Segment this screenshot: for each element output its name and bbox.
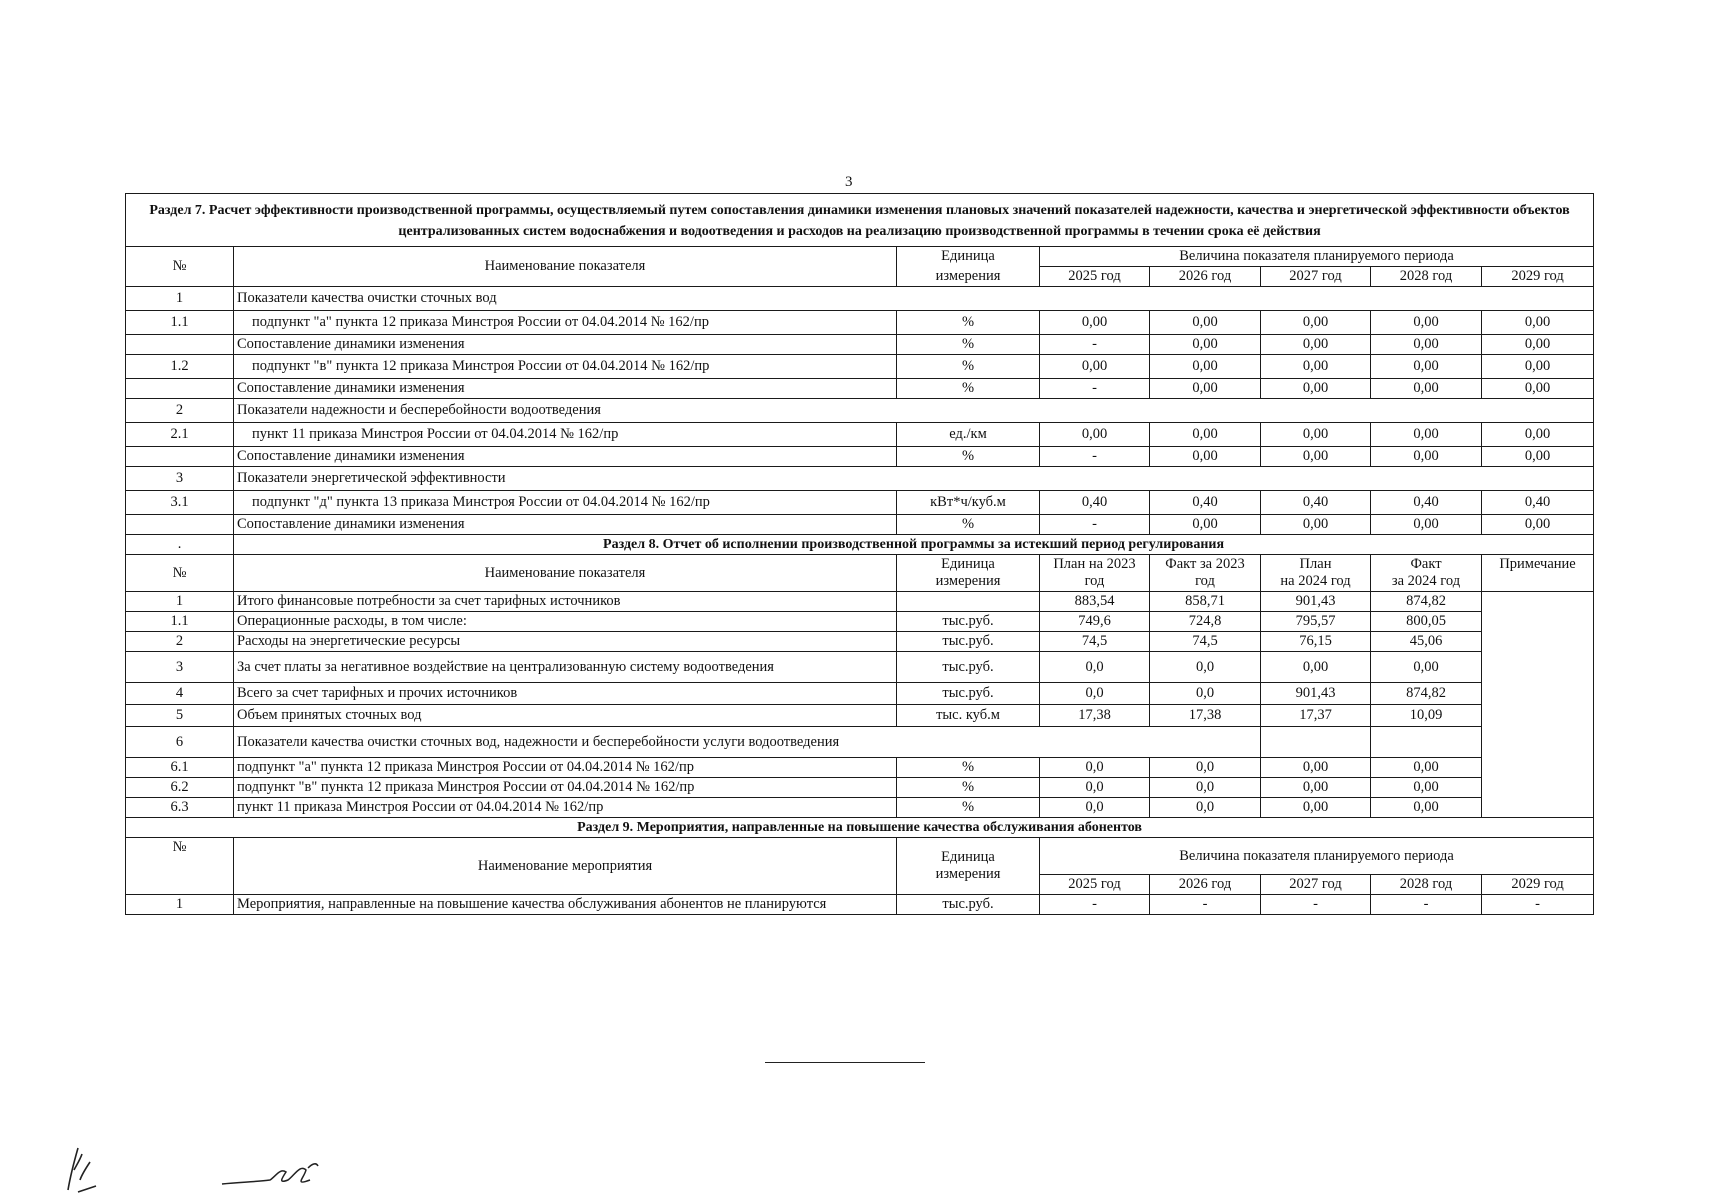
row-value: 0,00: [1150, 355, 1261, 379]
row-number: [126, 515, 234, 535]
row-value: 0,00: [1371, 355, 1482, 379]
row-value: 0,00: [1261, 778, 1371, 798]
row-value: 10,09: [1371, 705, 1482, 727]
row-number: [126, 335, 234, 355]
table-row: [126, 612, 1594, 632]
section9-year-header: 2026 год: [1150, 875, 1261, 895]
section8-col-plan-2024-line1: План: [1299, 556, 1332, 572]
row-value: 0,00: [1261, 515, 1371, 535]
table-row: [126, 467, 1594, 491]
report-table-body: [126, 194, 1594, 915]
row-name: Мероприятия, направленные на повышение качества обслуживания абонентов не планируются: [234, 895, 897, 915]
row-unit: %: [897, 311, 1040, 335]
section7-title-row: [126, 194, 1594, 247]
section8-dot: .: [126, 535, 234, 555]
table-row: [126, 683, 1594, 705]
table-row: [126, 515, 1594, 535]
row-value: 0,40: [1150, 491, 1261, 515]
row-group-name: Показатели энергетической эффективности: [234, 467, 1594, 491]
row-name: пункт 11 приказа Минстроя России от 04.04.2014 № 162/пр: [234, 423, 897, 447]
row-number: 2: [126, 632, 234, 652]
row-name: Расходы на энергетические ресурсы: [234, 632, 897, 652]
row-value: 76,15: [1261, 632, 1371, 652]
row-value: 0,00: [1150, 423, 1261, 447]
row-value: 0,0: [1040, 778, 1150, 798]
row-value: -: [1150, 895, 1261, 915]
row-number: 1.1: [126, 311, 234, 335]
row-value: 0,00: [1482, 379, 1594, 399]
section7-col-unit-2: [897, 267, 1040, 287]
row-value: -: [1040, 895, 1150, 915]
row-value: 0,00: [1371, 311, 1482, 335]
table-row: [126, 798, 1594, 818]
section9-header-row: [126, 838, 1594, 875]
table-row: [126, 335, 1594, 355]
row-number: 5: [126, 705, 234, 727]
row-name: Операционные расходы, в том числе:: [234, 612, 897, 632]
table-row: [126, 778, 1594, 798]
page-number: 3: [845, 174, 853, 190]
row-unit: тыс.руб.: [897, 632, 1040, 652]
row-number: 3: [126, 467, 234, 491]
row-value: 74,5: [1040, 632, 1150, 652]
row-value: 901,43: [1261, 592, 1371, 612]
row-value: [1371, 727, 1482, 758]
row-value: 17,38: [1040, 705, 1150, 727]
row-value: 0,00: [1371, 798, 1482, 818]
row-value: -: [1040, 335, 1150, 355]
handwritten-initials: [60, 1140, 120, 1200]
table-row: [126, 399, 1594, 423]
section7-col-period: Величина показателя планируемого периода: [1040, 247, 1594, 267]
row-value: -: [1040, 379, 1150, 399]
row-value: 0,00: [1482, 423, 1594, 447]
row-value: 0,0: [1150, 683, 1261, 705]
unit-label-2: измерения: [935, 267, 1001, 284]
row-value: 0,00: [1040, 355, 1150, 379]
row-value: 800,05: [1371, 612, 1482, 632]
section8-note-cell: [1482, 592, 1594, 818]
row-name: подпункт "в" пункта 12 приказа Минстроя России от 04.04.2014 № 162/пр: [234, 355, 897, 379]
section7-year-header: 2029 год: [1482, 267, 1594, 287]
row-unit: ед./км: [897, 423, 1040, 447]
row-unit: тыс.руб.: [897, 683, 1040, 705]
unit-label-1: Единица: [941, 849, 995, 865]
row-unit: тыс.руб.: [897, 895, 1040, 915]
section7-year-header: 2028 год: [1371, 267, 1482, 287]
row-value: 0,00: [1261, 379, 1371, 399]
table-row: [126, 423, 1594, 447]
row-name: подпункт "д" пункта 13 приказа Минстроя России от 04.04.2014 № 162/пр: [234, 491, 897, 515]
row-value: 0,0: [1040, 798, 1150, 818]
section9-year-header: 2027 год: [1261, 875, 1371, 895]
row-value: 0,00: [1482, 447, 1594, 467]
row-value: 0,00: [1371, 447, 1482, 467]
row-value: -: [1261, 895, 1371, 915]
section9-year-header: 2025 год: [1040, 875, 1150, 895]
section7-year-header: 2026 год: [1150, 267, 1261, 287]
footer-divider: [765, 1062, 925, 1063]
row-number: 2.1: [126, 423, 234, 447]
section8-col-unit-line1: Единица: [941, 556, 995, 572]
row-unit: кВт*ч/куб.м: [897, 491, 1040, 515]
row-value: 795,57: [1261, 612, 1371, 632]
section8-col-plan-2023-line1: План на 2023: [1053, 556, 1136, 572]
row-value: 17,38: [1150, 705, 1261, 727]
section7-header-row: [126, 247, 1594, 267]
row-name: За счет платы за негативное воздействие на централизованную систему водоотведения: [234, 652, 897, 683]
section8-col-fact-2024-line2: за 2024 год: [1391, 573, 1461, 589]
row-name: Объем принятых сточных вод: [234, 705, 897, 727]
row-value: 874,82: [1371, 592, 1482, 612]
section7-col-num: №: [126, 247, 234, 287]
row-number: 6.3: [126, 798, 234, 818]
section8-col-unit: [897, 555, 1040, 592]
section9-col-period: Величина показателя планируемого периода: [1040, 838, 1594, 875]
row-value: 0,00: [1150, 447, 1261, 467]
row-value: 0,00: [1482, 355, 1594, 379]
row-value: 0,0: [1040, 683, 1150, 705]
row-value: 858,71: [1150, 592, 1261, 612]
row-value: 0,0: [1150, 758, 1261, 778]
row-value: 0,00: [1482, 311, 1594, 335]
row-number: 1: [126, 895, 234, 915]
section8-col-fact-2024: [1371, 555, 1482, 592]
section9-year-header: 2029 год: [1482, 875, 1594, 895]
row-value: 0,00: [1371, 515, 1482, 535]
row-value: 901,43: [1261, 683, 1371, 705]
table-row: [126, 727, 1594, 758]
row-number: 3.1: [126, 491, 234, 515]
row-unit: тыс. куб.м: [897, 705, 1040, 727]
row-unit: %: [897, 515, 1040, 535]
row-value: 45,06: [1371, 632, 1482, 652]
row-value: 0,00: [1371, 423, 1482, 447]
table-row: [126, 592, 1594, 612]
row-value: 0,00: [1261, 447, 1371, 467]
row-value: 0,00: [1261, 758, 1371, 778]
row-name: подпункт "в" пункта 12 приказа Минстроя России от 04.04.2014 № 162/пр: [234, 778, 897, 798]
table-row: [126, 379, 1594, 399]
section8-col-fact-2024-line1: Факт: [1410, 556, 1442, 572]
row-unit: %: [897, 778, 1040, 798]
row-number: [126, 447, 234, 467]
section7-title: Раздел 7. Расчет эффективности производственной программы, осуществляемый путем сопоставления динамики изменения плановых значений показателей надежности, качества и энергетической эффективности объектов централизованных систем водоснабжения и водоотведения и расходов на реализацию производственной программы в течении срока её действия: [126, 194, 1594, 247]
section8-header-row: [126, 555, 1594, 592]
row-unit: [897, 592, 1040, 612]
row-number: 6: [126, 727, 234, 758]
row-value: -: [1482, 895, 1594, 915]
row-number: 1: [126, 287, 234, 311]
row-value: 0,00: [1371, 379, 1482, 399]
row-value: 0,00: [1482, 515, 1594, 535]
row-name: Сопоставление динамики изменения: [234, 379, 897, 399]
row-unit: %: [897, 447, 1040, 467]
row-number: 1.1: [126, 612, 234, 632]
row-name: подпункт "а" пункта 12 приказа Минстроя России от 04.04.2014 № 162/пр: [234, 311, 897, 335]
row-unit: %: [897, 335, 1040, 355]
row-value: 0,00: [1150, 515, 1261, 535]
table-row: [126, 652, 1594, 683]
row-value: -: [1371, 895, 1482, 915]
row-value: 0,00: [1150, 335, 1261, 355]
section7-year-header: 2027 год: [1261, 267, 1371, 287]
row-value: 17,37: [1261, 705, 1371, 727]
row-value: 0,40: [1371, 491, 1482, 515]
section8-col-plan-2023: [1040, 555, 1150, 592]
row-group-name: Показатели качества очистки сточных вод: [234, 287, 1594, 311]
row-name: Всего за счет тарифных и прочих источников: [234, 683, 897, 705]
row-number: 1.2: [126, 355, 234, 379]
row-number: 2: [126, 399, 234, 423]
row-value: 0,00: [1482, 335, 1594, 355]
section8-col-name: Наименование показателя: [234, 555, 897, 592]
row-value: 0,00: [1371, 652, 1482, 683]
row-value: 0,00: [1371, 758, 1482, 778]
row-name: пункт 11 приказа Минстроя России от 04.04.2014 № 162/пр: [234, 798, 897, 818]
row-value: [1261, 727, 1371, 758]
row-unit: тыс.руб.: [897, 652, 1040, 683]
section9-title: Раздел 9. Мероприятия, направленные на повышение качества обслуживания абонентов: [126, 818, 1594, 838]
section9-col-unit: [897, 838, 1040, 895]
row-value: 0,0: [1150, 652, 1261, 683]
section8-col-fact-2023-line2: год: [1195, 573, 1215, 589]
table-row: [126, 895, 1594, 915]
row-unit: %: [897, 758, 1040, 778]
table-row: [126, 491, 1594, 515]
table-row: [126, 705, 1594, 727]
row-value: 883,54: [1040, 592, 1150, 612]
row-value: 874,82: [1371, 683, 1482, 705]
section8-col-plan-2024-line2: на 2024 год: [1280, 573, 1351, 589]
table-row: [126, 311, 1594, 335]
section9-title-row: [126, 818, 1594, 838]
row-unit: %: [897, 379, 1040, 399]
section8-col-fact-2023-line1: Факт за 2023: [1165, 556, 1245, 572]
section9-year-header: 2028 год: [1371, 875, 1482, 895]
row-name: Сопоставление динамики изменения: [234, 515, 897, 535]
section9-col-num: №: [126, 838, 234, 895]
row-number: 6.1: [126, 758, 234, 778]
row-value: 0,00: [1261, 311, 1371, 335]
row-value: 0,00: [1150, 379, 1261, 399]
row-value: 0,00: [1150, 311, 1261, 335]
row-value: -: [1040, 515, 1150, 535]
section8-title-row: [126, 535, 1594, 555]
section8-col-num: №: [126, 555, 234, 592]
row-value: 0,00: [1261, 423, 1371, 447]
row-value: 0,00: [1040, 423, 1150, 447]
row-unit: %: [897, 355, 1040, 379]
unit-label-2: измерения: [935, 866, 1001, 882]
section8-col-fact-2023: [1150, 555, 1261, 592]
row-value: 0,00: [1040, 311, 1150, 335]
row-value: 0,00: [1371, 335, 1482, 355]
row-value: 724,8: [1150, 612, 1261, 632]
row-name: Сопоставление динамики изменения: [234, 447, 897, 467]
row-value: -: [1040, 447, 1150, 467]
section8-col-unit-line2: измерения: [935, 573, 1001, 589]
table-row: [126, 632, 1594, 652]
row-value: 0,0: [1150, 798, 1261, 818]
row-value: 749,6: [1040, 612, 1150, 632]
section7-year-header: 2025 год: [1040, 267, 1150, 287]
row-value: 74,5: [1150, 632, 1261, 652]
table-row: [126, 758, 1594, 778]
row-value: 0,00: [1261, 335, 1371, 355]
row-value: 0,40: [1040, 491, 1150, 515]
report-table: [125, 193, 1594, 915]
section8-col-note: Примечание: [1482, 555, 1594, 592]
row-value: 0,00: [1261, 798, 1371, 818]
row-name: Сопоставление динамики изменения: [234, 335, 897, 355]
row-value: 0,0: [1040, 758, 1150, 778]
row-number: 6.2: [126, 778, 234, 798]
row-name: подпункт "а" пункта 12 приказа Минстроя России от 04.04.2014 № 162/пр: [234, 758, 897, 778]
row-group-name: Показатели надежности и бесперебойности водоотведения: [234, 399, 1594, 423]
row-unit: тыс.руб.: [897, 612, 1040, 632]
section8-col-plan-2023-line2: год: [1084, 573, 1105, 589]
unit-label-1: Единица: [941, 248, 995, 265]
section7-col-name: Наименование показателя: [234, 247, 897, 287]
row-value: 0,0: [1040, 652, 1150, 683]
section8-title: Раздел 8. Отчет об исполнении производственной программы за истекший период регулирования: [234, 535, 1594, 555]
table-row: [126, 355, 1594, 379]
row-unit: %: [897, 798, 1040, 818]
row-value: 0,40: [1482, 491, 1594, 515]
row-value: 0,00: [1261, 355, 1371, 379]
table-row: [126, 287, 1594, 311]
row-number: 3: [126, 652, 234, 683]
document-body: [125, 193, 1593, 915]
row-number: 1: [126, 592, 234, 612]
row-name: Итого финансовые потребности за счет тарифных источников: [234, 592, 897, 612]
section9-col-name: Наименование мероприятия: [234, 838, 897, 895]
section7-col-unit: [897, 247, 1040, 267]
row-value: 0,40: [1261, 491, 1371, 515]
row-group-name: Показатели качества очистки сточных вод, надежности и бесперебойности услуги водоотведения: [234, 727, 1261, 758]
row-number: 4: [126, 683, 234, 705]
row-number: [126, 379, 234, 399]
row-value: 0,00: [1371, 778, 1482, 798]
row-value: 0,00: [1261, 652, 1371, 683]
section8-col-plan-2024: [1261, 555, 1371, 592]
row-value: 0,0: [1150, 778, 1261, 798]
handwritten-signature: [220, 1150, 330, 1200]
table-row: [126, 447, 1594, 467]
